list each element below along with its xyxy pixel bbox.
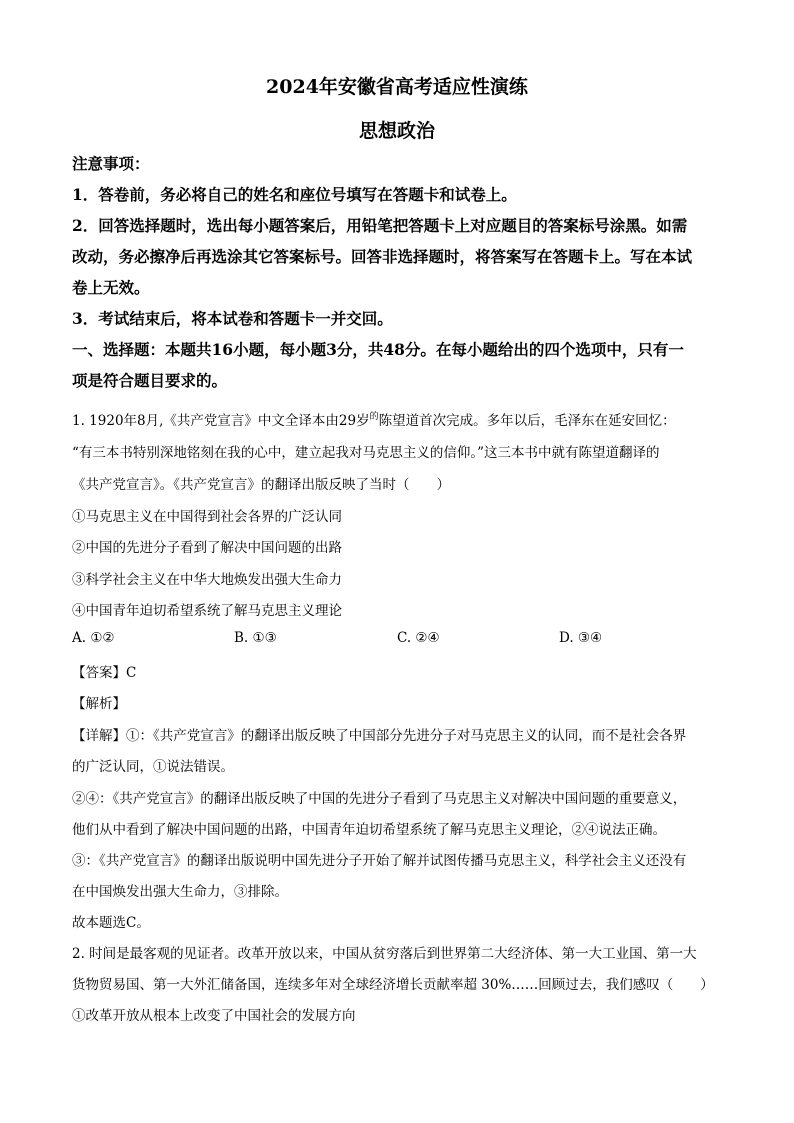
q1-detail-line-5: ③：《共产党宣言》的翻译出版说明中国先进分子开始了解并试图传播马克思主义，科学社会主义还没有 [72,853,687,869]
q2-statement-1: ①改革开放从根本上改变了中国社会的发展方向 [72,1008,356,1024]
section-heading-line-2: 项是符合题目要求的。 [72,371,228,390]
q2-stem-line-1: 2. 时间是最客观的见证者。改革开放以来，中国从贫穷落后到世界第二大经济体、第一大工业国、第一大 [72,946,697,962]
q1-stem-part-b: 陈望道首次完成。多年以后，毛泽东在延安回忆： [378,413,676,429]
q1-stem-line-3: 《共产党宣言》。《共产党宣言》的翻译出版反映了当时（ ） [72,477,450,493]
q1-option-d: D. ③④ [559,630,603,646]
q1-statement-3: ③科学社会主义在中华大地焕发出强大生命力 [72,572,342,588]
q1-option-a: A. ①② [72,630,115,646]
answer-tag: 【答案】 [72,665,126,681]
q1-conclusion: 故本题选C。 [72,915,150,931]
q1-analysis-tag: 【解析】 [72,696,126,712]
q1-stem-line-2: “有三本书特别深地铭刻在我的心中，建立起我对马克思主义的信仰。”这三本书中就有陈望道翻译的 [72,445,660,461]
exam-title: 2024年安徽省高考适应性演练 [266,76,528,98]
q1-stem-part-a: 1. 1920年8月,《共产党宣言》中文全译本由29岁 [72,413,370,429]
q1-stem-superscript: 的 [369,412,379,422]
notice-item-2-line-3: 卷上无效。 [72,278,150,297]
section-heading-line-1: 一、选择题：本题共16小题，每小题3分，共48分。在每小题给出的四个选项中，只有一 [72,340,684,359]
q1-option-c: C. ②④ [397,630,440,646]
notice-heading: 注意事项： [72,154,150,173]
q1-detail-line-6: 在中国焕发出强大生命力，③排除。 [72,884,288,900]
q1-option-b: B. ①③ [234,630,277,646]
q1-statement-1: ①马克思主义在中国得到社会各界的广泛认同 [72,509,342,525]
notice-item-2-line-2: 改动，务必擦净后再选涂其它答案标号。回答非选择题时，将答案写在答题卡上。写在本试 [72,247,693,266]
detail-text: ①：《共产党宣言》的翻译出版反映了中国部分先进分子对马克思主义的认同，而不是社会各界 [126,728,687,744]
detail-tag: 【详解】 [72,728,126,744]
notice-item-3: 3．考试结束后，将本试卷和答题卡一并交回。 [72,309,393,328]
notice-item-1: 1．答卷前，务必将自己的姓名和座位号填写在答题卡和试卷上。 [72,185,517,204]
q1-detail-line-1 [72,724,722,744]
q2-stem-line-2: 货物贸易国、第一大外汇储备国，连续多年对全球经济增长贡献率超 30%……回顾过去，我们感叹（ ） [72,977,714,993]
q1-statement-4: ④中国青年迫切希望系统了解马克思主义理论 [72,603,342,619]
q1-statement-2: ②中国的先进分子看到了解决中国问题的出路 [72,540,342,556]
answer-value: C [126,665,137,681]
q1-answer [72,661,722,681]
q1-detail-line-3: ②④：《共产党宣言》的翻译出版反映了中国的先进分子看到了马克思主义对解决中国问题的重要意义， [72,791,687,807]
subject-title: 思想政治 [358,120,435,142]
q1-detail-line-2: 的广泛认同，①说法错误。 [72,759,234,775]
notice-item-2-line-1: 2．回答选择题时，选出每小题答案后，用铅笔把答题卡上对应题目的答案标号涂黑。如需 [72,216,688,235]
q1-stem-line-1 [72,409,722,429]
q1-detail-line-4: 他们从中看到了解决中国问题的出路，中国青年迫切希望系统了解马克思主义理论，②④说法正确。 [72,822,666,838]
